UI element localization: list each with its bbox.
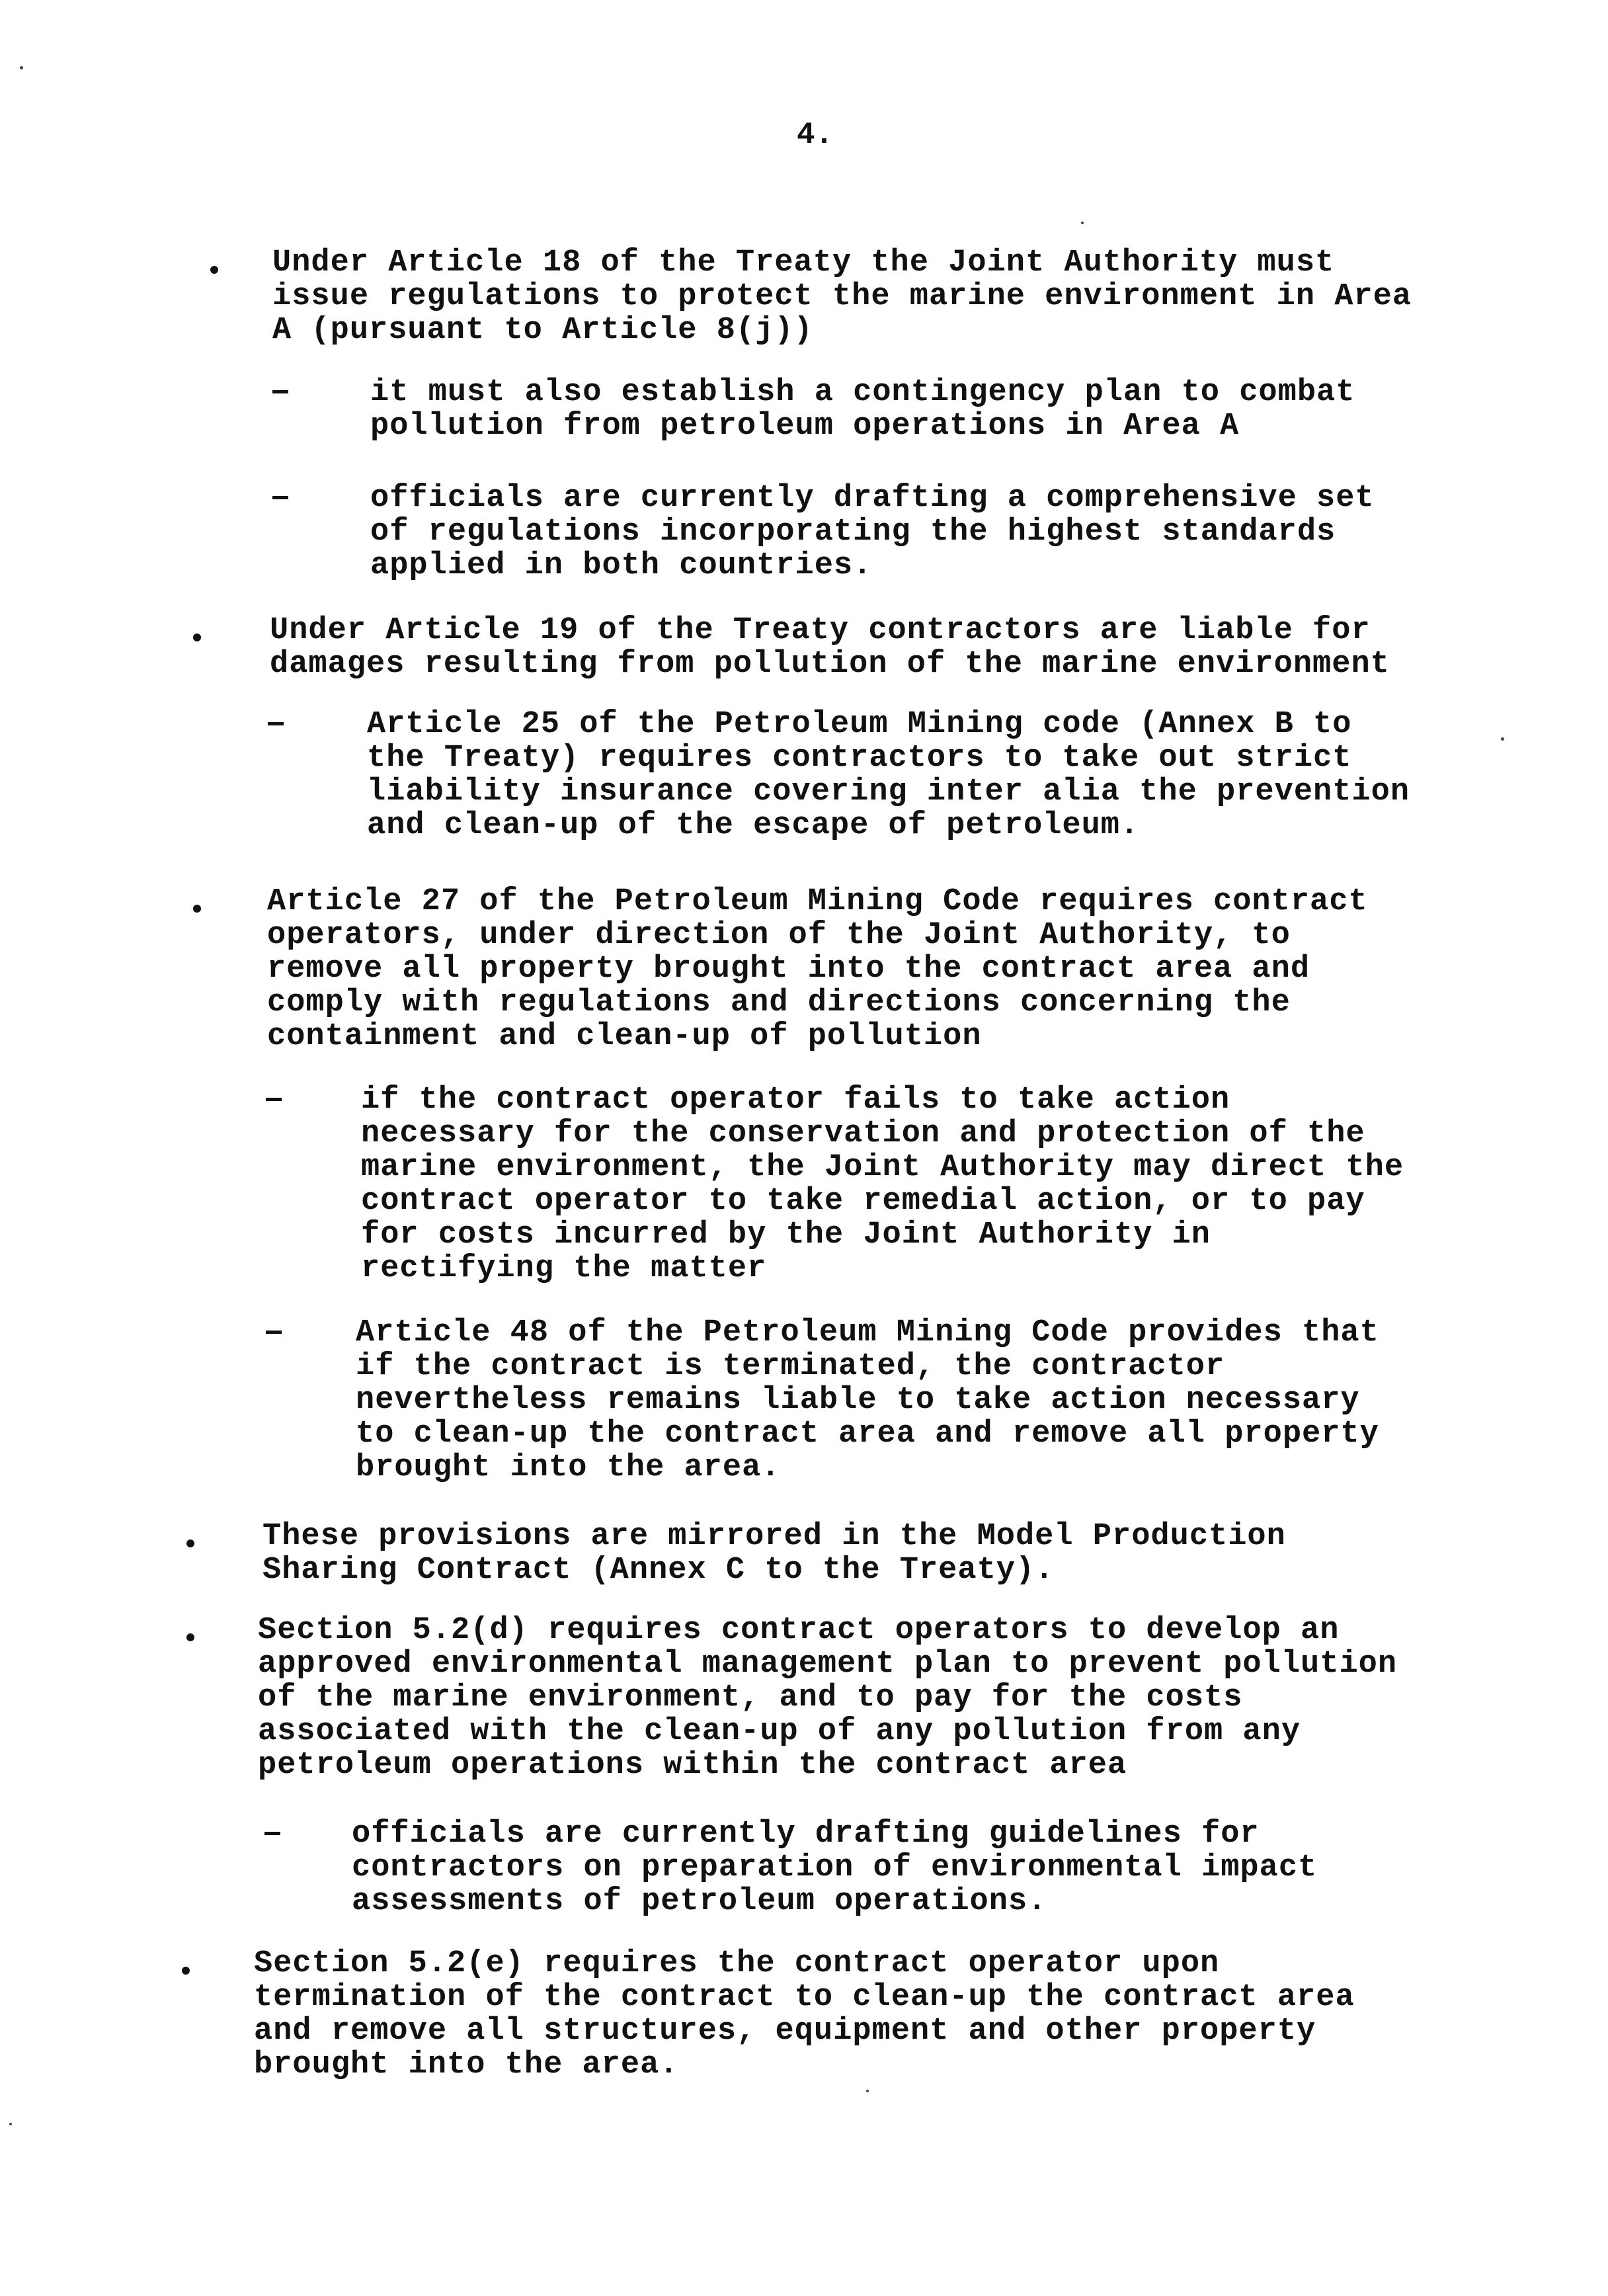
scan-speck bbox=[20, 66, 23, 69]
bullet-icon bbox=[186, 1539, 194, 1547]
bullet-paragraph bbox=[262, 1520, 1286, 1587]
dash-subparagraph bbox=[370, 481, 1375, 583]
paragraph-line: and clean-up of the escape of petroleum. bbox=[367, 808, 1140, 843]
dash-subparagraph bbox=[361, 1083, 1404, 1286]
dash-icon bbox=[264, 1832, 280, 1835]
paragraph-line: Article 48 of the Petroleum Mining Code provides that bbox=[356, 1315, 1379, 1350]
paragraph-line: associated with the clean-up of any pollution from any bbox=[258, 1714, 1301, 1749]
dash-subparagraph bbox=[352, 1817, 1317, 1918]
paragraph-line: Sharing Contract (Annex C to the Treaty). bbox=[262, 1553, 1055, 1588]
bullet-icon bbox=[210, 266, 218, 274]
paragraph-line: contractors on preparation of environmental impact bbox=[352, 1850, 1318, 1885]
paragraph-line: containment and clean-up of pollution bbox=[267, 1019, 982, 1054]
dash-icon bbox=[272, 496, 288, 499]
paragraph-line: to clean-up the contract area and remove all property bbox=[356, 1416, 1379, 1452]
bullet-paragraph bbox=[270, 614, 1390, 681]
dash-icon bbox=[266, 1098, 282, 1101]
paragraph-line: Article 27 of the Petroleum Mining Code requires contract bbox=[267, 884, 1368, 919]
paragraph-line: the Treaty) requires contractors to take out strict bbox=[367, 741, 1352, 776]
paragraph-line: nevertheless remains liable to take action necessary bbox=[356, 1383, 1360, 1418]
paragraph-line: and remove all structures, equipment and other property bbox=[254, 2014, 1316, 2049]
dash-icon bbox=[266, 1331, 282, 1334]
bullet-paragraph bbox=[254, 1947, 1355, 2082]
paragraph-line: marine environment, the Joint Authority may direct the bbox=[361, 1150, 1404, 1185]
dash-icon bbox=[272, 390, 288, 393]
paragraph-line: rectifying the matter bbox=[361, 1251, 767, 1286]
paragraph-line: if the contract operator fails to take action bbox=[361, 1083, 1230, 1118]
scan-speck bbox=[9, 2123, 12, 2125]
scan-speck bbox=[1501, 737, 1504, 741]
bullet-paragraph bbox=[258, 1614, 1397, 1782]
dash-subparagraph bbox=[370, 376, 1355, 443]
paragraph-line: contract operator to take remedial action, or to pay bbox=[361, 1184, 1365, 1219]
paragraph-line: officials are currently drafting a comprehensive set bbox=[370, 481, 1375, 516]
paragraph-line: brought into the area. bbox=[254, 2047, 679, 2082]
paragraph-line: operators, under direction of the Joint Authority, to bbox=[267, 918, 1291, 953]
paragraph-line: approved environmental management plan to prevent pollution bbox=[258, 1647, 1398, 1682]
paragraph-line: issue regulations to protect the marine environment in Area bbox=[272, 279, 1412, 314]
paragraph-line: A (pursuant to Article 8(j)) bbox=[272, 313, 813, 348]
paragraph-line: These provisions are mirrored in the Model Production bbox=[262, 1519, 1286, 1554]
paragraph-line: brought into the area. bbox=[356, 1450, 781, 1485]
bullet-icon bbox=[193, 905, 201, 913]
paragraph-line: of the marine environment, and to pay for the costs bbox=[258, 1680, 1243, 1715]
paragraph-line: necessary for the conservation and protection of the bbox=[361, 1116, 1365, 1151]
bullet-paragraph bbox=[267, 885, 1368, 1053]
paragraph-line: for costs incurred by the Joint Authority in bbox=[361, 1217, 1211, 1252]
paragraph-line: Under Article 19 of the Treaty contractors are liable for bbox=[270, 613, 1371, 648]
bullet-icon bbox=[186, 1633, 194, 1641]
paragraph-line: Under Article 18 of the Treaty the Joint Authority must bbox=[272, 245, 1335, 280]
page-number: 4. bbox=[797, 118, 834, 152]
dash-subparagraph bbox=[367, 708, 1410, 842]
paragraph-line: applied in both countries. bbox=[370, 548, 873, 583]
paragraph-line: petroleum operations within the contract area bbox=[258, 1748, 1127, 1783]
scan-speck bbox=[1081, 222, 1084, 224]
paragraph-line: comply with regulations and directions concerning the bbox=[267, 985, 1291, 1020]
paragraph-line: remove all property brought into the contract area and bbox=[267, 952, 1310, 987]
bullet-icon bbox=[193, 634, 201, 641]
paragraph-line: termination of the contract to clean-up the contract area bbox=[254, 1980, 1355, 2015]
paragraph-line: Section 5.2(e) requires the contract operator upon bbox=[254, 1946, 1220, 1981]
paragraph-line: Section 5.2(d) requires contract operators to develop an bbox=[258, 1613, 1340, 1648]
paragraph-line: it must also establish a contingency plan to combat bbox=[370, 375, 1355, 410]
paragraph-line: assessments of petroleum operations. bbox=[352, 1884, 1047, 1919]
paragraph-line: pollution from petroleum operations in Area A bbox=[370, 409, 1240, 444]
dash-subparagraph bbox=[356, 1316, 1379, 1485]
paragraph-line: liability insurance covering inter alia the prevention bbox=[367, 774, 1410, 809]
paragraph-line: Article 25 of the Petroleum Mining code (Annex B to bbox=[367, 707, 1352, 742]
paragraph-line: damages resulting from pollution of the marine environment bbox=[270, 647, 1390, 682]
dash-icon bbox=[268, 722, 284, 725]
paragraph-line: officials are currently drafting guidelines for bbox=[352, 1817, 1260, 1852]
paragraph-line: if the contract is terminated, the contractor bbox=[356, 1349, 1225, 1384]
scan-speck bbox=[866, 2090, 869, 2092]
paragraph-line: of regulations incorporating the highest standards bbox=[370, 514, 1336, 550]
bullet-icon bbox=[182, 1967, 190, 1975]
bullet-paragraph bbox=[272, 246, 1412, 347]
